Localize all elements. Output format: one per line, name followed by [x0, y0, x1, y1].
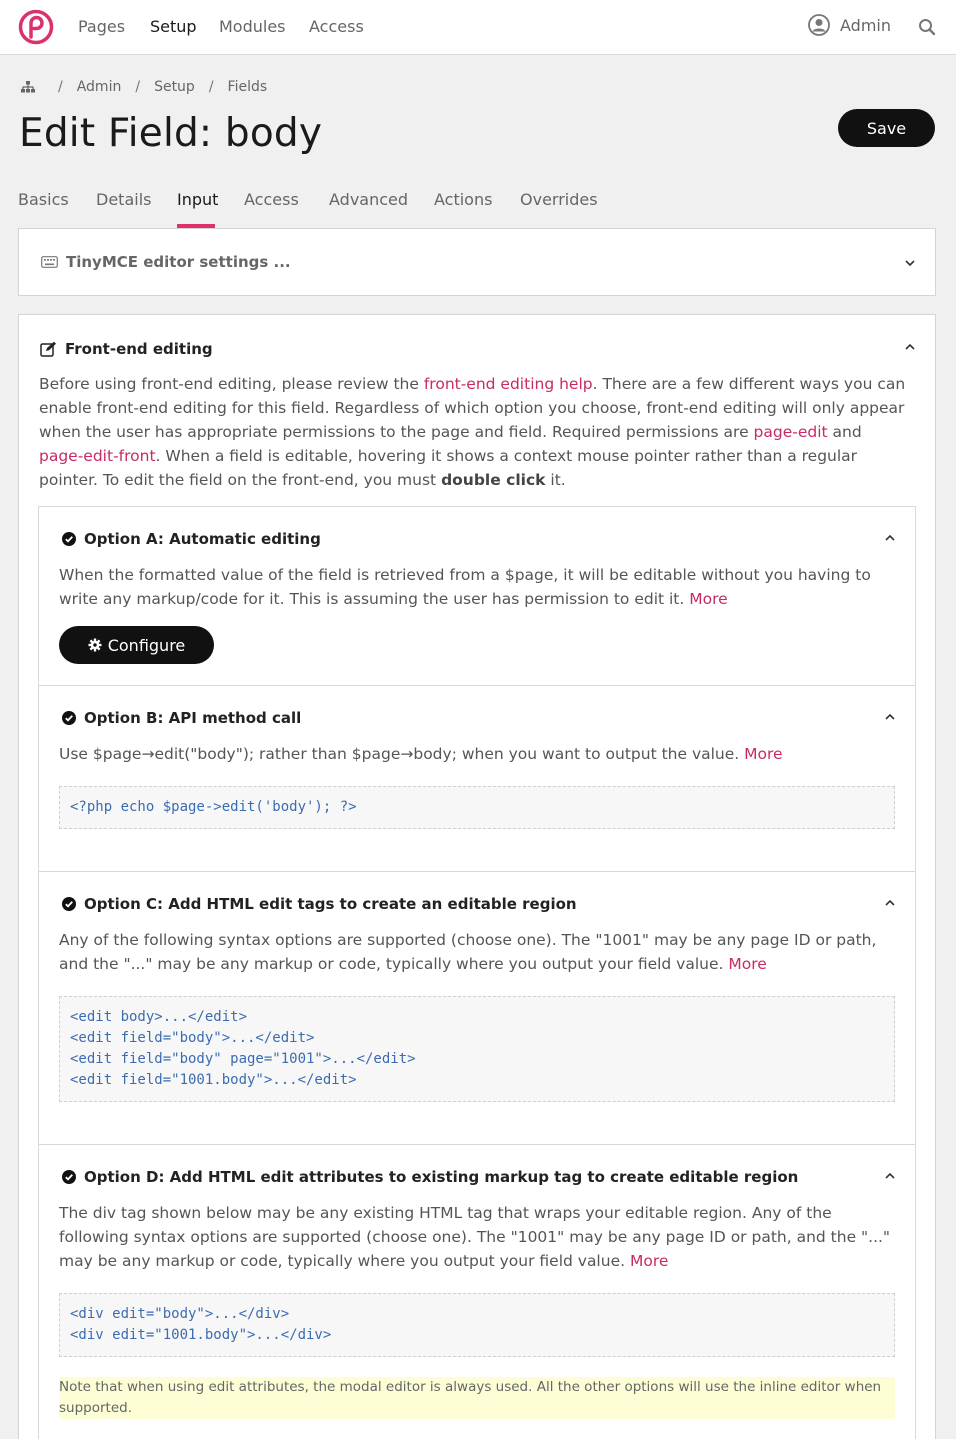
option-c-title: Option C: Add HTML edit tags to create an editable region — [84, 895, 577, 913]
option-a-text: When the formatted value of the field is retrieved from a $page, it will be editable without you having to write any markup/code for it. This is assuming the user has permission to edit it. More — [59, 566, 871, 608]
nav-access[interactable]: Access — [309, 17, 364, 36]
check-circle-icon — [62, 711, 76, 725]
option-d-more-link[interactable]: More — [629, 1252, 669, 1270]
option-c-header[interactable] — [62, 895, 577, 913]
nav-setup[interactable]: Setup — [150, 17, 197, 36]
option-a-more-link[interactable]: More — [689, 590, 728, 608]
tab-overrides[interactable]: Overrides — [520, 190, 598, 209]
option-d-panel — [38, 1145, 916, 1439]
user-menu[interactable] — [808, 14, 891, 36]
option-b-code: <?php echo $page->edit('body'); ?> — [59, 786, 895, 829]
option-a-header[interactable] — [62, 530, 321, 548]
check-circle-icon — [62, 1170, 76, 1184]
frontend-help-link[interactable]: front-end editing help — [423, 375, 593, 393]
tab-details[interactable]: Details — [96, 190, 152, 209]
breadcrumb-setup[interactable]: Setup — [154, 79, 195, 95]
check-circle-icon — [62, 897, 76, 911]
nav-modules[interactable]: Modules — [219, 17, 286, 36]
option-c-panel — [38, 872, 916, 1145]
option-b-text: Use $page→edit("body"); rather than $page→body; when you want to output the value. More — [59, 745, 783, 763]
chevron-up-icon[interactable] — [884, 532, 896, 544]
user-avatar-icon — [808, 14, 830, 36]
frontend-editing-header[interactable] — [40, 340, 213, 358]
option-d-title: Option D: Add HTML edit attributes to existing markup tag to create editable region — [84, 1168, 799, 1186]
chevron-up-icon[interactable] — [884, 1170, 896, 1182]
option-b-more-link[interactable]: More — [744, 745, 783, 763]
gear-icon — [88, 638, 102, 652]
page-edit-link[interactable]: page-edit — [753, 423, 828, 441]
check-circle-icon — [62, 532, 76, 546]
tinymce-settings-header[interactable] — [41, 253, 291, 271]
chevron-up-icon[interactable] — [884, 897, 896, 909]
tinymce-settings-label: TinyMCE editor settings ... — [66, 253, 291, 271]
option-c-code: <edit body>...</edit> <edit field="body">...</edit> <edit field="body" page="1001">...</edit> <edit field="1001.body">...</edit> — [59, 996, 895, 1102]
edit-icon — [40, 341, 57, 357]
keyboard-icon — [41, 256, 58, 268]
breadcrumb-admin[interactable]: Admin — [76, 79, 122, 95]
tab-advanced[interactable]: Advanced — [329, 190, 409, 209]
option-c-text: Any of the following syntax options are supported (choose one). The "1001" may be any page ID or path, and the "..." may be any markup or code, typically where you output your field value. More — [59, 931, 877, 973]
option-a-title: Option A: Automatic editing — [84, 530, 321, 548]
option-b-panel — [38, 686, 916, 872]
page-edit-front-link[interactable]: page-edit-front — [39, 447, 156, 465]
option-c-more-link[interactable]: More — [728, 955, 767, 973]
processwire-logo[interactable] — [18, 9, 54, 45]
option-d-note: Note that when using edit attributes, the modal editor is always used. All the other options will use the inline editor when supported. — [59, 1377, 895, 1419]
tab-access[interactable]: Access — [244, 190, 299, 209]
page-title: Edit Field: body — [19, 111, 323, 156]
search-icon[interactable] — [918, 18, 936, 36]
option-a-panel — [38, 506, 916, 686]
tab-actions[interactable]: Actions — [434, 190, 493, 209]
top-nav — [0, 0, 956, 55]
sitemap-icon[interactable] — [20, 80, 36, 94]
chevron-up-icon[interactable] — [904, 341, 916, 353]
option-b-title: Option B: API method call — [84, 709, 302, 727]
chevron-up-icon[interactable] — [884, 711, 896, 723]
breadcrumb-fields[interactable]: Fields — [227, 79, 268, 95]
tinymce-settings-panel[interactable] — [18, 228, 936, 296]
chevron-down-icon[interactable] — [904, 257, 916, 269]
breadcrumb: / Admin / Setup / Fields — [20, 79, 267, 95]
tab-basics[interactable]: Basics — [18, 190, 69, 209]
option-d-text: The div tag shown below may be any existing HTML tag that wraps your editable region. Any of the following syntax options are supported (choose one). The "1001" may be any page ID or path, and the "..." may be any markup or code, typically where you output your field value. More — [59, 1204, 891, 1270]
tab-input[interactable]: Input — [177, 190, 219, 209]
option-d-code: <div edit="body">...</div> <div edit="1001.body">...</div> — [59, 1293, 895, 1357]
save-button[interactable]: Save — [838, 109, 935, 147]
configure-label: Configure — [107, 635, 186, 655]
frontend-intro: Before using front-end editing, please review the front-end editing help. There are a few different ways you can enable front-end editing for this field. Regardless of which option you choose, front-end editing will only appear when the user has appropriate permissions to the page and field. Required permissions are page-edit and page-edit-front. When a field is editable, hovering it shows a context mouse pointer rather than a regular pointer. To edit the field on the front-end, you must double click it. — [39, 375, 906, 489]
user-name: Admin — [840, 15, 891, 35]
frontend-editing-title: Front-end editing — [65, 340, 213, 358]
option-b-header[interactable] — [62, 709, 301, 727]
frontend-editing-panel — [18, 314, 936, 1439]
nav-pages[interactable]: Pages — [78, 17, 126, 36]
configure-button[interactable] — [59, 626, 214, 664]
option-d-header[interactable] — [62, 1168, 798, 1186]
